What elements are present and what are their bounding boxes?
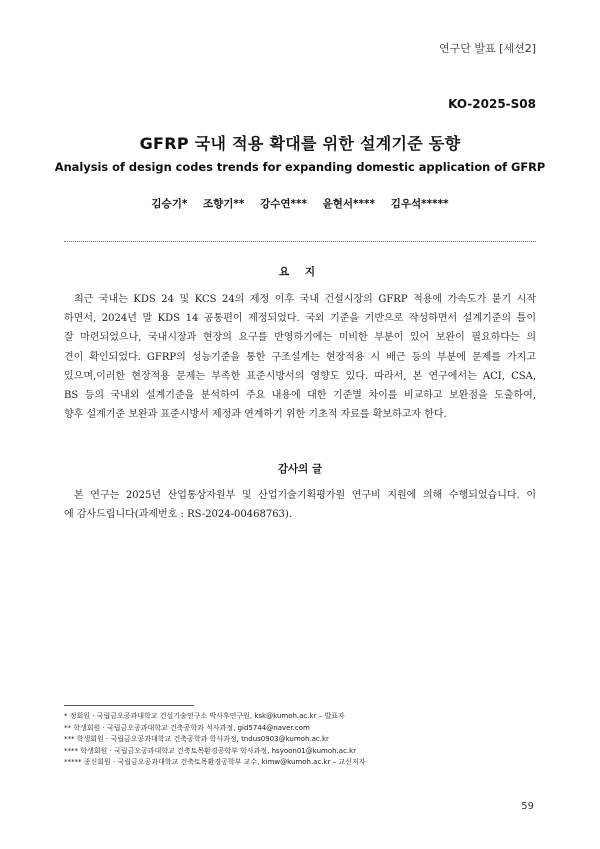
abstract-heading: 요 지 bbox=[279, 266, 321, 278]
page-number: 59 bbox=[521, 801, 534, 812]
footnote: ** 학생회원 · 국립금오공과대학교 건축공학과 석사과정, gid5744@naver.com bbox=[64, 723, 310, 732]
footnote: * 정회원 · 국립금오공과대학교 건설기술연구소 박사후연구원, ksk@kumoh.ac.kr – 발표자 bbox=[64, 712, 345, 720]
author-name: 김우석***** bbox=[390, 198, 449, 210]
acknowledgement-line: 에 감사드립니다(과제번호 : RS-2024-00468763). bbox=[64, 509, 292, 521]
author-list bbox=[0, 196, 600, 211]
footnote: *** 학생회원 · 국립금오공과대학교 건축공학과 학사과정, tndus0903@kumoh.ac.kr bbox=[64, 735, 329, 744]
paper-code: KO-2025-S08 bbox=[448, 97, 536, 111]
acknowledgement-heading: 감사의 글 bbox=[277, 463, 323, 475]
author-name: 조향기** bbox=[202, 198, 245, 210]
abstract-line: 하면서, 2024년 말 KDS 14 공통편이 제정되었다. 국외 기준을 기반으로 작성하면서 설계기준의 틀이 bbox=[64, 313, 536, 325]
paper-title-english: Analysis of design codes trends for expanding domestic application of GFRP bbox=[54, 160, 546, 174]
abstract-line: 최근 국내는 KDS 24 및 KCS 24의 제정 이후 국내 건설시장의 GFRP 적용에 가속도가 붙기 시작 bbox=[74, 294, 536, 305]
author-name: 김승기* bbox=[151, 198, 188, 210]
author-name: 윤현서**** bbox=[322, 198, 376, 210]
header-divider bbox=[64, 241, 536, 242]
abstract-line: 잘 마련되었으나, 국내시장과 현장의 요구를 반영하기에는 미비한 부분이 있어 보완이 필요하다는 의 bbox=[64, 332, 536, 344]
footnote: ***** 종신회원 · 국립금오공과대학교 건축토목환경공학부 교수, kimw@kumoh.ac.kr – 교신저자 bbox=[64, 758, 366, 767]
abstract-line: 향후 설계기준 보완과 표준시방서 제정과 연계하기 위한 기초적 자료를 확보하고자 한다. bbox=[64, 409, 447, 421]
session-label: 연구단 발표 [세션2] bbox=[439, 42, 536, 55]
acknowledgement-body bbox=[64, 486, 536, 524]
abstract-line: 견이 확인되었다. GFRP의 성능기준을 통한 구조설계는 현장적용 시 배근 등의 부분에 문제를 가지고 bbox=[64, 351, 536, 363]
author-name: 강수연*** bbox=[260, 198, 307, 210]
abstract-body bbox=[64, 290, 536, 424]
acknowledgement-line: 본 연구는 2025년 산업통상자원부 및 산업기술기획평가원 연구비 지원에 의해 수행되었습니다. 이 bbox=[74, 490, 536, 501]
abstract-line: BS 등의 국내외 설계기준을 분석하여 주요 내용에 대한 기준별 차이를 비교하고 보완점을 도출하여, bbox=[64, 390, 536, 402]
footnote-divider bbox=[64, 705, 194, 706]
footnotes bbox=[64, 711, 536, 769]
abstract-line: 있으며,이러한 현장적용 문제는 부족한 표준시방서의 영향도 있다. 따라서, 본 연구에서는 ACI, CSA, bbox=[64, 370, 536, 382]
paper-title-korean: GFRP 국내 적용 확대를 위한 설계기준 동향 bbox=[139, 134, 461, 153]
footnote: **** 학생회원 · 국립금오공과대학교 건축토목환경공학부 학사과정, hsyoon01@kumoh.ac.kr bbox=[64, 746, 357, 755]
